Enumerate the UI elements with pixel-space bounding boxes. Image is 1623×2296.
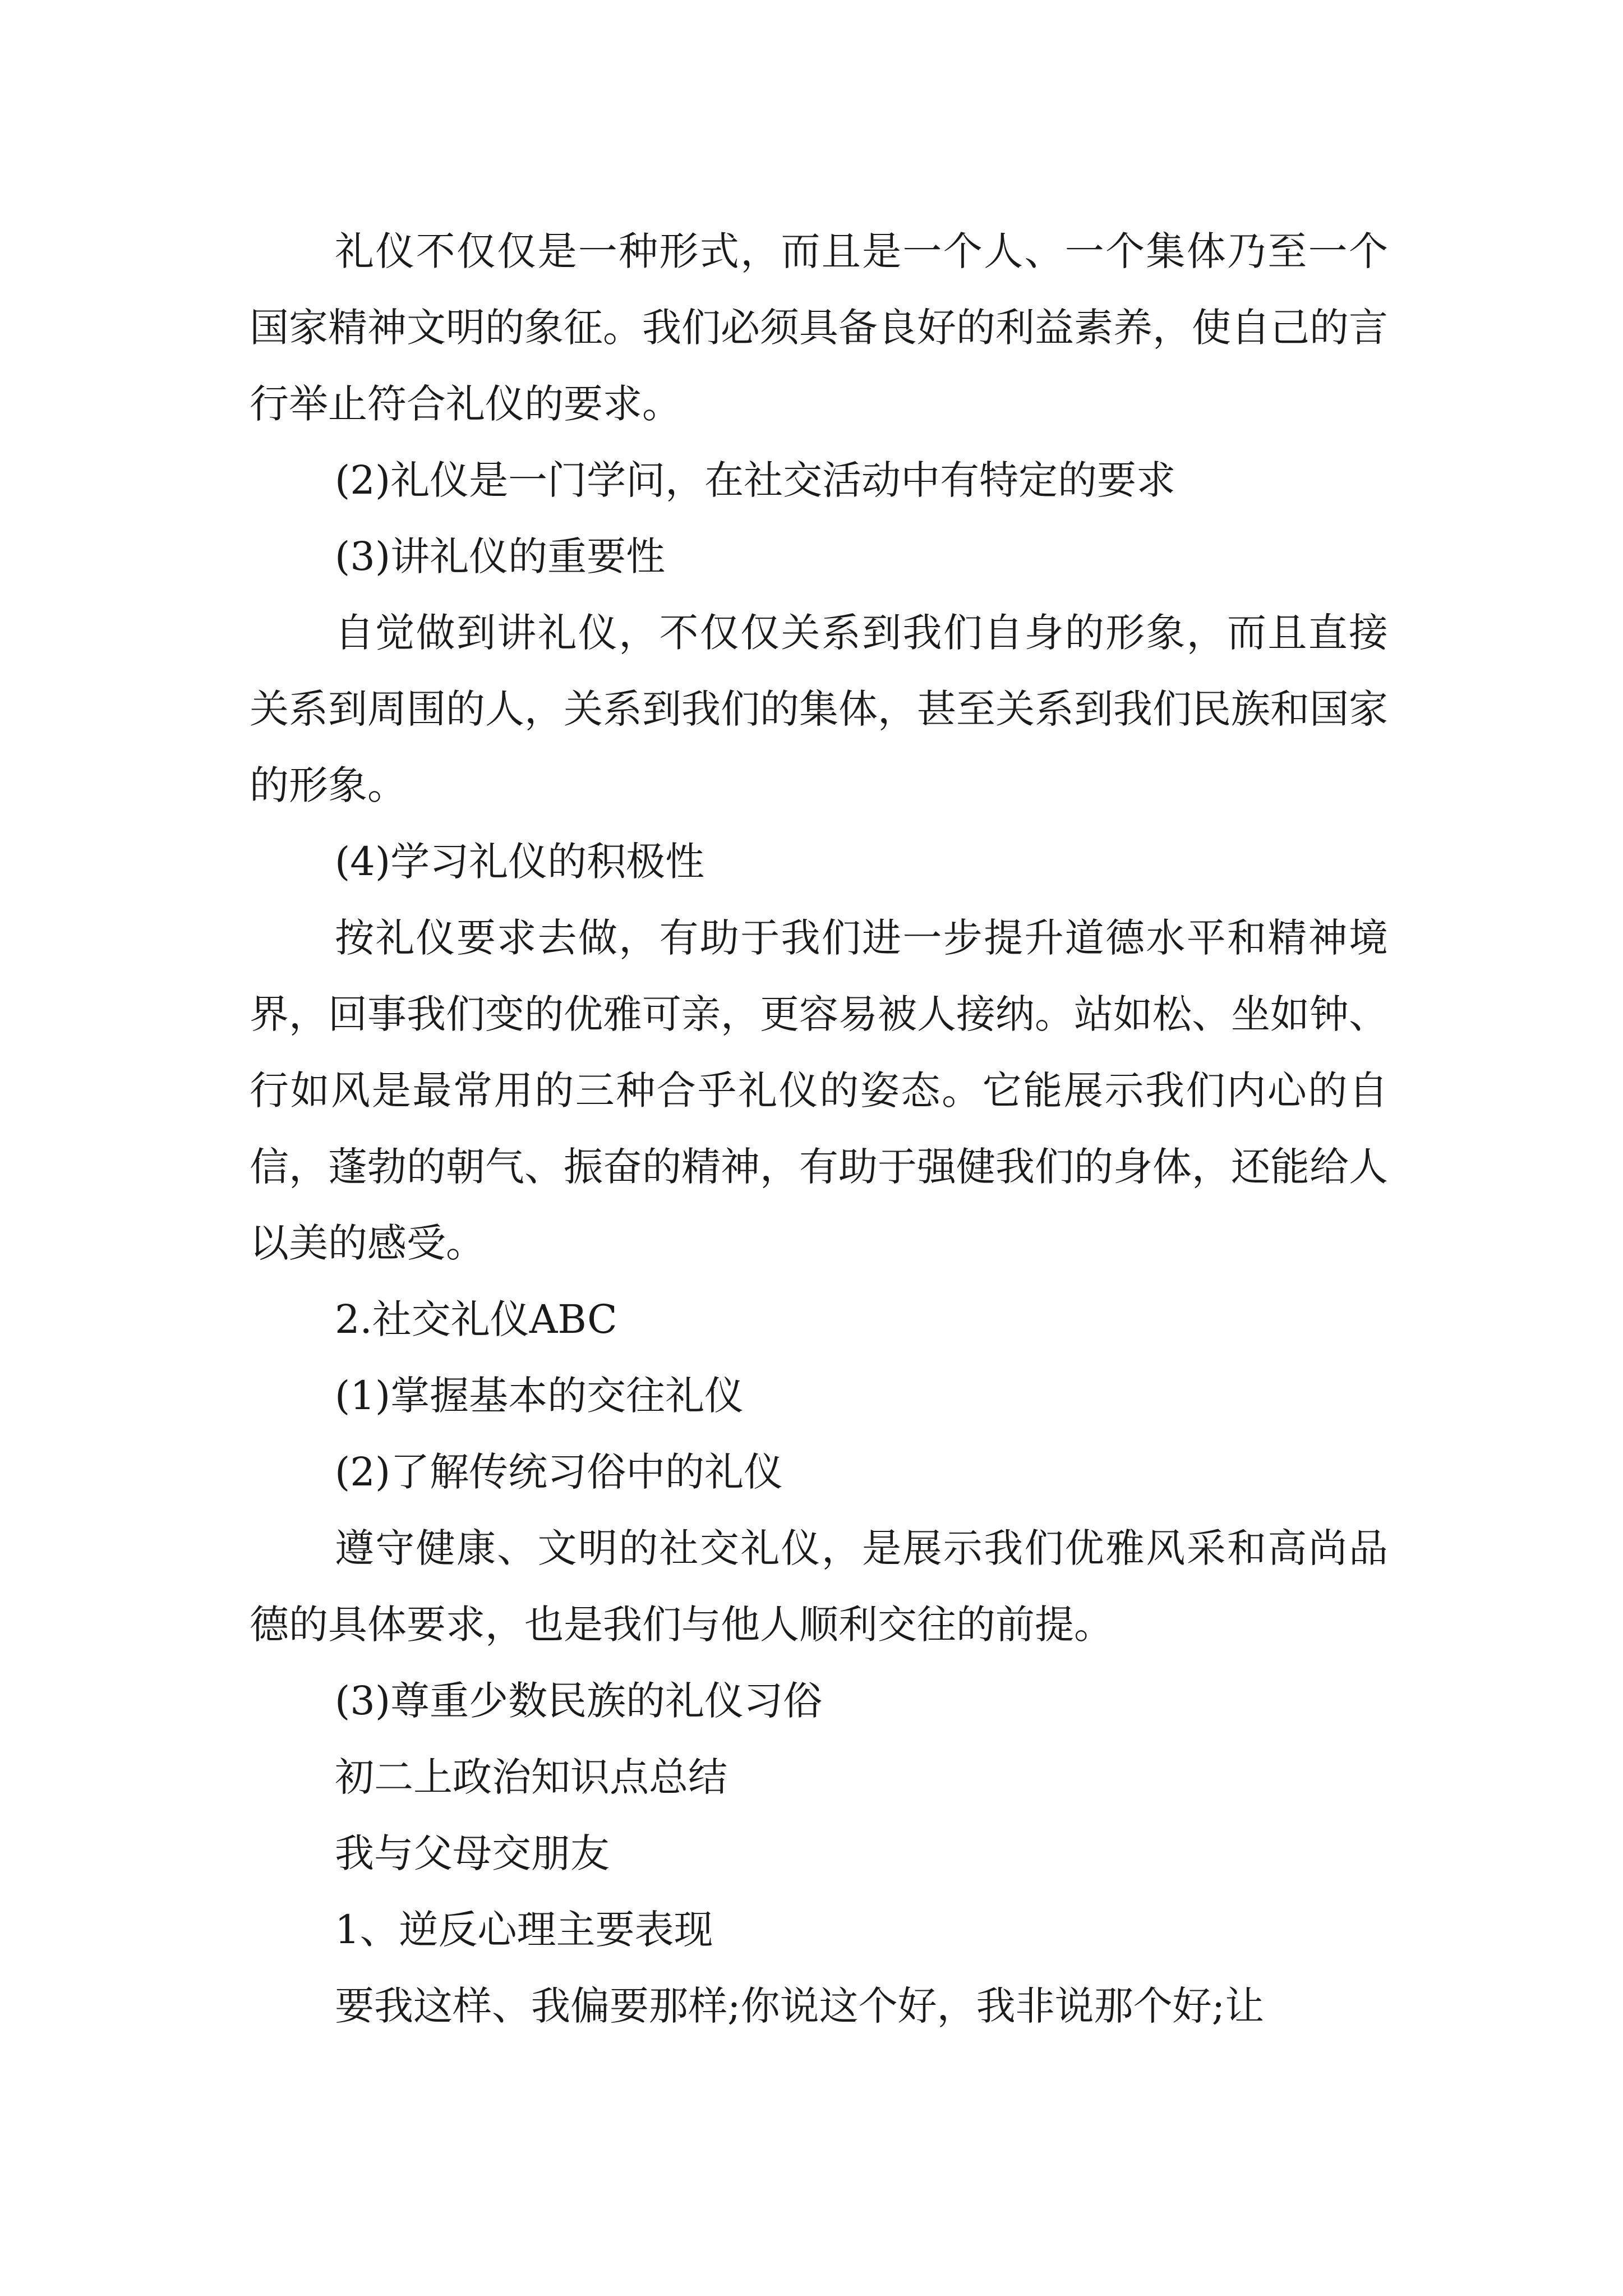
paragraph: (2)了解传统习俗中的礼仪 (335, 1449, 783, 1495)
section-heading: 初二上政治知识点总结 (335, 1754, 727, 1800)
paragraph: 礼仪不仅仅是一种形式，而且是一个人、一个集体乃至一个国家精神文明的象征。我们必须具备良好的利益素养，使自己的言行举止符合礼仪的要求。 (250, 228, 1388, 427)
document-body (250, 213, 1388, 2044)
paragraph: 要我这样、我偏要那样;你说这个好，我非说那个好;让 (335, 1983, 1265, 2029)
paragraph: 按礼仪要求去做，有助于我们进一步提升道德水平和精神境界，回事我们变的优雅可亲，更容易被人接纳。站如松、坐如钟、行如风是最常用的三种合乎礼仪的姿态。它能展示我们内心的自信，蓬勃的朝气、振奋的精神，有助于强健我们的身体，还能给人以美的感受。 (250, 915, 1388, 1266)
paragraph: (3)尊重少数民族的礼仪习俗 (335, 1678, 823, 1724)
section-heading: 2.社交礼仪ABC (335, 1296, 617, 1342)
paragraph: (3)讲礼仪的重要性 (335, 533, 666, 579)
paragraph: 1、逆反心理主要表现 (335, 1907, 713, 1953)
paragraph: (1)掌握基本的交往礼仪 (335, 1373, 744, 1419)
paragraph: (2)礼仪是一门学问，在社交活动中有特定的要求 (335, 457, 1176, 503)
paragraph: 遵守健康、文明的社交礼仪，是展示我们优雅风采和高尚品德的具体要求，也是我们与他人顺利交往的前提。 (250, 1525, 1388, 1648)
paragraph: (4)学习礼仪的积极性 (335, 839, 705, 885)
section-heading: 我与父母交朋友 (335, 1830, 610, 1876)
paragraph: 自觉做到讲礼仪，不仅仅关系到我们自身的形象，而且直接关系到周围的人，关系到我们的集体，甚至关系到我们民族和国家的形象。 (250, 610, 1388, 808)
